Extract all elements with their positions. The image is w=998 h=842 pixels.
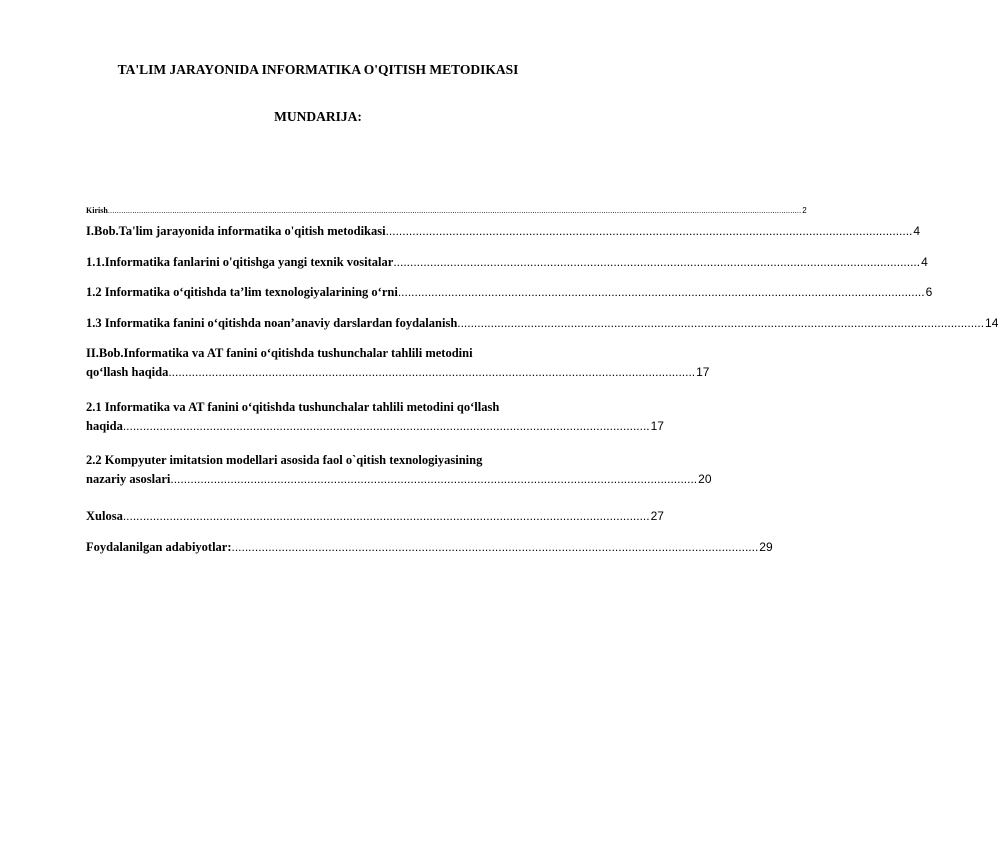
dot-leader: ..............................................................................................................................................................	[168, 365, 696, 379]
toc-entry-adabiyotlar[interactable]	[86, 540, 773, 562]
dot-leader: ........................................................................................................................................................................................................................................................................................................................	[107, 206, 802, 215]
toc-page-number: 20	[698, 472, 712, 486]
toc-entry-bob2[interactable]	[86, 346, 710, 387]
toc-page-number: 17	[696, 365, 710, 379]
toc-entry-title: nazariy asoslari	[86, 472, 171, 486]
toc-page-number: 14	[985, 316, 998, 330]
toc-entry-1-2[interactable]	[86, 285, 933, 307]
dot-leader: ..............................................................................................................................................................	[457, 316, 985, 330]
dot-leader: ..............................................................................................................................................................	[170, 472, 698, 486]
toc-entry-title-line1: 2.2 Kompyuter imitatsion modellari asosida faol o`qitish texnologiyasining	[86, 453, 483, 467]
toc-entry-2-1[interactable]	[86, 400, 664, 441]
toc-entry-title: Foydalanilgan adabiyotlar:	[86, 540, 232, 554]
toc-entry-title: Kirish	[86, 206, 108, 215]
toc-entry-title: haqida	[86, 419, 123, 433]
dot-leader: ..............................................................................................................................................................	[231, 540, 759, 554]
toc-entry-kirish[interactable]	[86, 203, 807, 215]
toc-page-number: 4	[921, 255, 928, 269]
toc-entry-title: 1.1.Informatika fanlarini o'qitishga yangi texnik vositalar	[86, 255, 394, 269]
toc-entry-xulosa[interactable]	[86, 509, 664, 531]
dot-leader: ..............................................................................................................................................................	[122, 509, 650, 523]
toc-entry-2-2[interactable]	[86, 453, 712, 494]
toc-page-number: 27	[650, 509, 664, 523]
toc-page-number: 6	[925, 285, 933, 299]
dot-leader: ..............................................................................................................................................................	[122, 419, 650, 433]
toc-heading: MUNDARIJA:	[274, 109, 362, 124]
toc-page-number: 17	[650, 419, 664, 433]
toc-page-number: 29	[759, 540, 773, 554]
dot-leader: ..............................................................................................................................................................	[385, 224, 913, 238]
toc-entry-title-line1: II.Bob.Informatika va AT fanini o‘qitishda tushunchalar tahlili metodini	[86, 346, 473, 360]
toc-page-number: 2	[802, 206, 807, 215]
toc-entry-title: I.Bob.Ta'lim jarayonida informatika o'qitish metodikasi	[86, 224, 386, 238]
document-title: TA'LIM JARAYONIDA INFORMATIKA O'QITISH METODIKASI	[117, 62, 519, 77]
dot-leader: ..............................................................................................................................................................	[393, 255, 921, 269]
toc-entry-bob1[interactable]	[86, 224, 921, 246]
dot-leader: ..............................................................................................................................................................	[397, 285, 925, 299]
toc-entry-title-line1: 2.1 Informatika va AT fanini o‘qitishda tushunchalar tahlili metodini qo‘llash	[86, 400, 500, 414]
toc-entry-title: qo‘llash haqida	[86, 365, 169, 379]
toc-entry-title: 1.3 Informatika fanini o‘qitishda noan’anaviy darslardan foydalanish	[86, 316, 458, 330]
toc-entry-1-3[interactable]	[86, 316, 998, 338]
toc-entry-title: Xulosa	[86, 509, 123, 523]
toc-page-number: 4	[913, 224, 921, 238]
toc-entry-title: 1.2 Informatika o‘qitishda ta’lim texnologiyalarining o‘rni	[86, 285, 398, 299]
toc-entry-1-1[interactable]	[86, 255, 928, 277]
